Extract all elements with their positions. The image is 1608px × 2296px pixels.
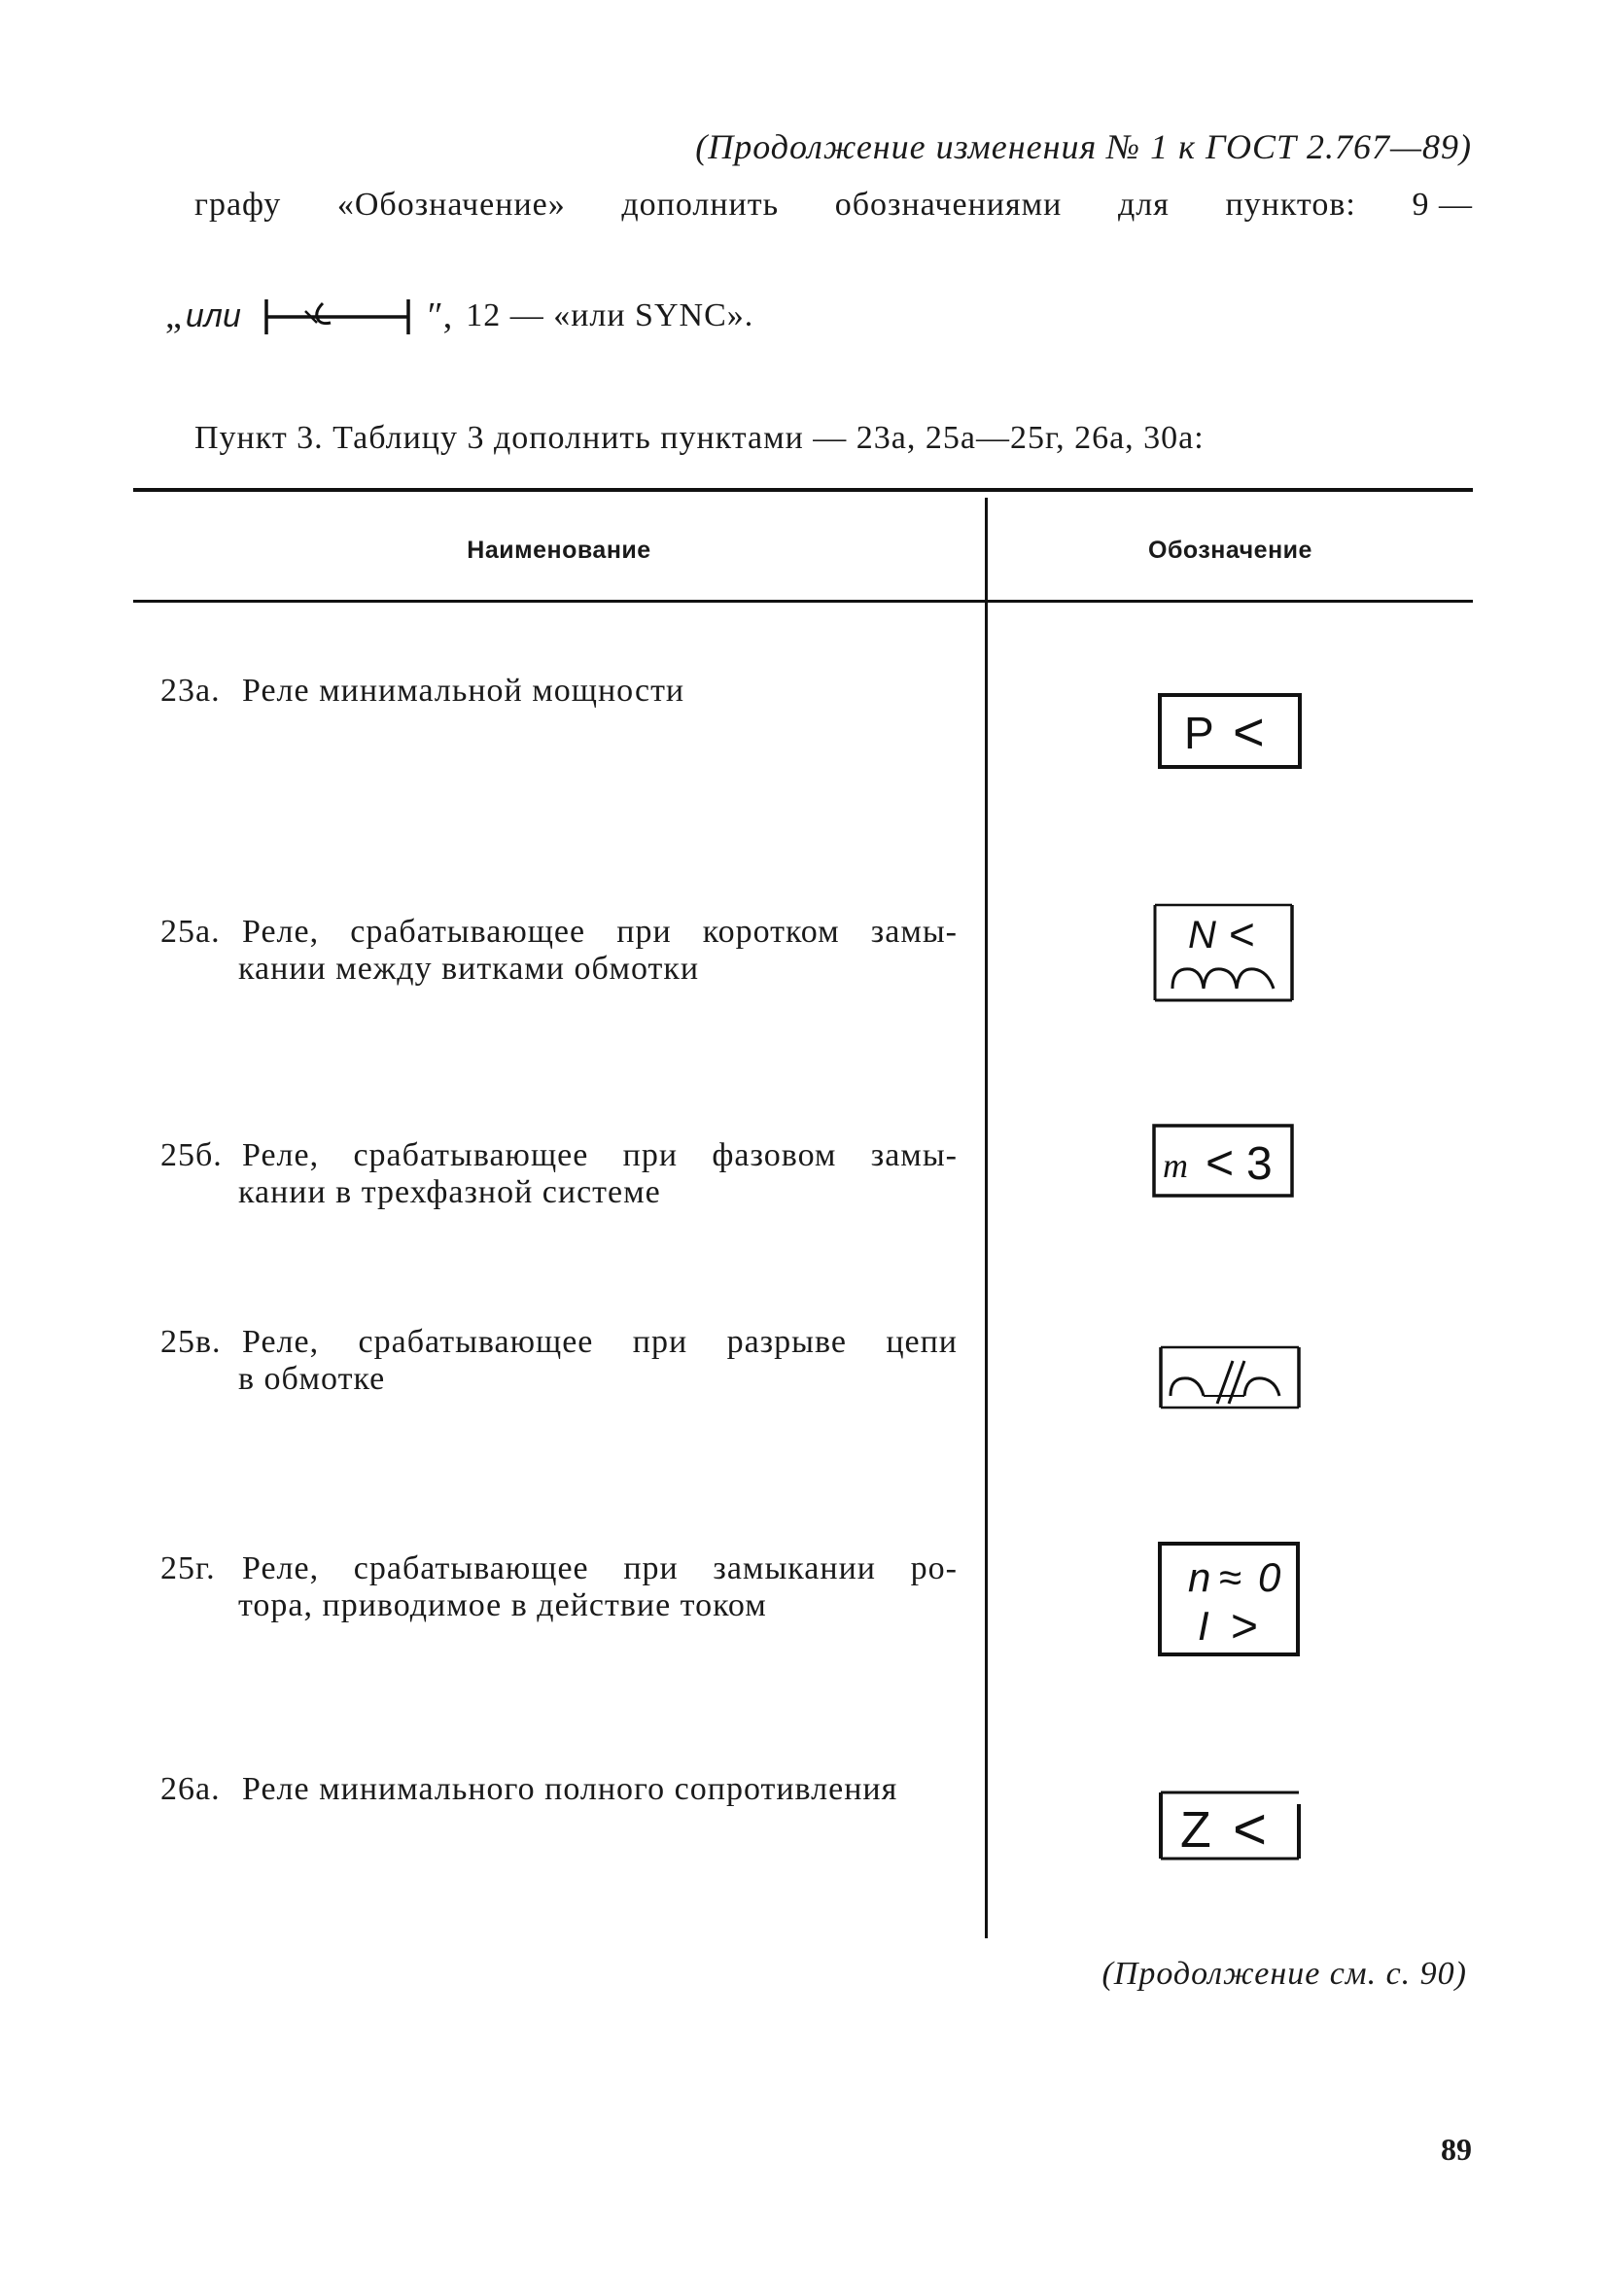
intro-line (194, 187, 1473, 224)
relay-winding-break-icon (1157, 1339, 1303, 1413)
symbol-letter: n (1188, 1554, 1211, 1600)
row-text-cont: кании в трехфазной системе (238, 1174, 661, 1210)
intro-word: пунктов: (1225, 187, 1356, 223)
header-continuation: (Продолжение изменения № 1 к ГОСТ 2.767—89) (695, 127, 1472, 166)
open-quote: „ (165, 296, 182, 336)
row-number: 25б. (160, 1137, 223, 1173)
relay-min-power-icon (1157, 692, 1303, 770)
symbol-sign: < (1206, 1135, 1235, 1190)
intro-word: для (1117, 187, 1170, 223)
symbol-sign: ≈ (1219, 1554, 1242, 1600)
intro-word: обозначениями (834, 187, 1063, 223)
symbol-letter: Z (1180, 1802, 1211, 1859)
row-text: Реле минимальной мощности (242, 673, 685, 709)
row-line (160, 1550, 958, 1587)
row-text-cont: кании между витками обмотки (238, 951, 700, 987)
row-number: 26а. (160, 1771, 221, 1807)
row-text: Реле минимального полного сопротивления (242, 1771, 898, 1807)
table-row (160, 1550, 958, 1624)
symbol-digit: 3 (1246, 1138, 1273, 1190)
close-quote: ″, (427, 296, 453, 336)
row-text: Реле, срабатывающее при замыкании ро- (242, 1550, 958, 1586)
relay-min-impedance-icon (1157, 1787, 1303, 1864)
relay-rotor-fault-icon (1157, 1541, 1303, 1657)
sync-connector-icon (262, 292, 418, 340)
symbol-sign: < (1233, 701, 1265, 762)
symbol-sign: > (1231, 1601, 1259, 1652)
relay-phase-fault-icon (1151, 1123, 1297, 1200)
column-header-name: Наименование (467, 537, 651, 564)
row-text-cont: в обмотке (238, 1361, 386, 1397)
intro-word: графу (194, 187, 282, 223)
column-header-designation: Обозначение (1148, 537, 1312, 564)
symbol-digit: 0 (1258, 1554, 1281, 1600)
ili-word: или (185, 296, 241, 334)
symbol-letter: P (1184, 708, 1214, 758)
row-line (160, 1324, 958, 1361)
table-header-rule (133, 600, 1473, 603)
table-row (160, 1137, 958, 1211)
symbol-line (165, 287, 753, 345)
row-text: Реле, срабатывающее при разрыве цепи (242, 1324, 958, 1360)
table-top-rule (133, 488, 1473, 492)
relay-turn-short-circuit-icon (1151, 899, 1297, 1006)
row-text: Реле, срабатывающее при фазовом замы- (242, 1137, 958, 1173)
symbol-letter: m (1163, 1146, 1188, 1185)
intro-word: «Обозначение» (336, 187, 566, 223)
row-text: Реле, срабатывающее при коротком замы- (242, 914, 958, 950)
intro-word: 9 — (1412, 187, 1473, 223)
table-column-divider (985, 498, 988, 1938)
row-line (160, 914, 958, 951)
footer-continuation: (Продолжение см. с. 90) (1101, 1956, 1467, 1992)
table-row (160, 914, 958, 988)
row-number: 25а. (160, 914, 221, 950)
row-text-cont: тора, приводимое в действие током (238, 1587, 767, 1623)
row-line (160, 1137, 958, 1174)
table-row (160, 1771, 958, 1808)
punkt-line: Пункт 3. Таблицу 3 дополнить пунктами — 23а, 25а—25г, 26а, 30а: (194, 420, 1205, 456)
symbol-letter: N (1188, 914, 1216, 957)
symbol-sign: < (1233, 1796, 1268, 1861)
page-number: 89 (1441, 2132, 1472, 2167)
row-number: 25в. (160, 1324, 222, 1360)
table-row (160, 1324, 958, 1398)
table-row (160, 673, 958, 710)
symbol-sign: < (1229, 909, 1255, 959)
row-number: 23а. (160, 673, 221, 709)
intro-word: дополнить (621, 187, 780, 223)
row-number: 25г. (160, 1550, 216, 1586)
symbol-letter: I (1198, 1603, 1209, 1649)
sync-text: 12 — «или SYNC». (466, 297, 754, 333)
